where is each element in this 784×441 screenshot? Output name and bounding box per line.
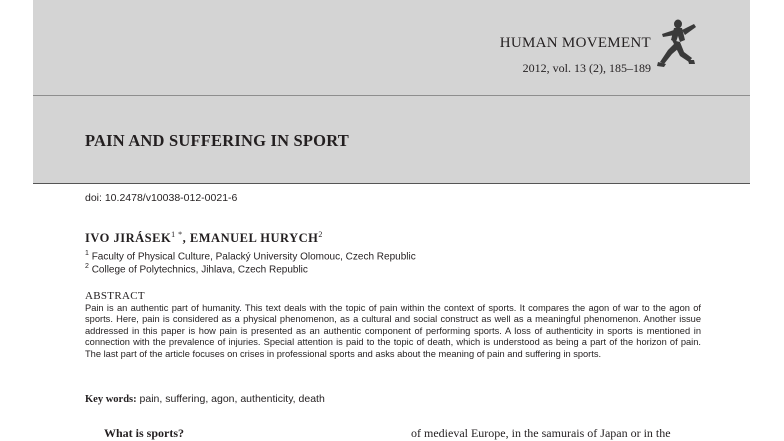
author-superscript: 2 bbox=[318, 230, 323, 239]
journal-issue: 2012, vol. 13 (2), 185–189 bbox=[522, 61, 651, 75]
body-text-column-2: of medieval Europe, in the samurais of Japan or in the bbox=[411, 426, 671, 440]
affiliation-number: 2 bbox=[85, 263, 89, 270]
journal-name: HUMAN MOVEMENT bbox=[499, 35, 651, 51]
keywords bbox=[85, 393, 325, 405]
journal-header-band bbox=[33, 0, 750, 183]
abstract-body: Pain is an authentic part of humanity. This text deals with the topic of pain within the context of sports. It compares the agon of war to the agon of sports. Here, pain is considered as a physical phenomenon, as a cultural and social construct as well as a meaningful phenomenon. Another issue addressed in this paper is how pain is presented as an authentic component of performing sports. A loss of authenticity in sports is mentioned in connection with the prevalence of injuries. Special attention is paid to the topic of death, which is understood as being a part of the horizon of pain. The last part of the article focuses on crises in professional sports and asks about the meaning of pain and suffering in sports. bbox=[85, 303, 701, 359]
affiliation bbox=[85, 263, 308, 275]
abstract-heading: ABSTRACT bbox=[85, 290, 145, 302]
doi[interactable]: doi: 10.2478/v10038-012-0021-6 bbox=[85, 192, 238, 204]
affiliation-text: College of Polytechnics, Jihlava, Czech Republic bbox=[91, 264, 308, 276]
title-divider bbox=[33, 183, 750, 184]
affiliation bbox=[85, 250, 416, 262]
header-divider bbox=[33, 95, 750, 96]
author-name: EMANUEL HURYCH bbox=[189, 231, 319, 246]
keywords-text: pain, suffering, agon, authenticity, death bbox=[139, 393, 325, 405]
article-title: PAIN AND SUFFERING IN SPORT bbox=[85, 131, 349, 150]
affiliation-text: Faculty of Physical Culture, Palacký University Olomouc, Czech Republic bbox=[91, 251, 416, 263]
section-heading: What is sports? bbox=[104, 426, 185, 440]
author-list bbox=[85, 230, 323, 246]
author-separator: , bbox=[182, 231, 190, 246]
author-superscript: 1 * bbox=[171, 230, 183, 239]
affiliation-number: 1 bbox=[85, 250, 89, 257]
human-figure-statue-icon bbox=[654, 18, 698, 72]
author-name: IVO JIRÁSEK bbox=[85, 231, 172, 246]
keywords-label: Key words: bbox=[85, 394, 137, 405]
